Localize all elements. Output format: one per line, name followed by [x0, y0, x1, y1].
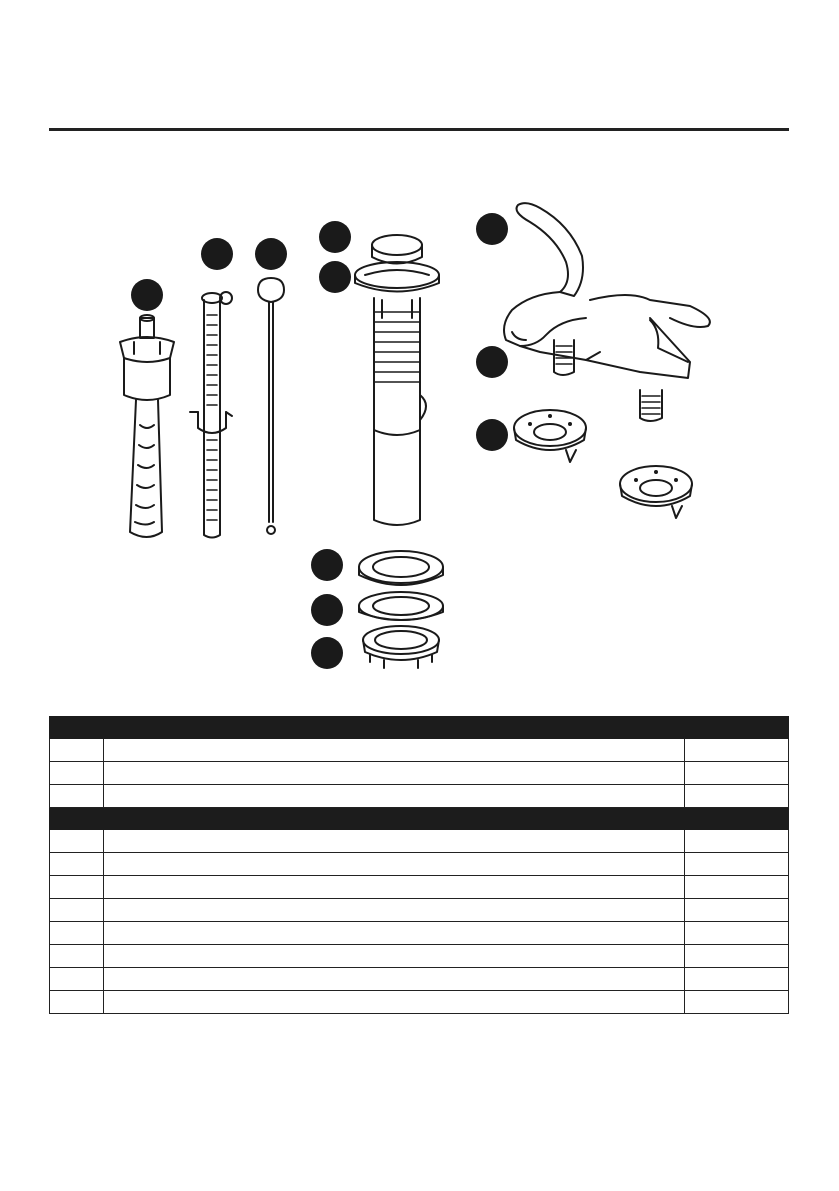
- header-description-cell: [104, 808, 685, 830]
- table-row: [50, 830, 789, 853]
- lift-strap-illustration: [190, 292, 232, 538]
- drain-assembly-illustration: [355, 235, 439, 525]
- row-part-cell: [685, 785, 789, 808]
- row-description-cell: [104, 739, 685, 762]
- callout-markers: [131, 213, 508, 669]
- base-gasket-illustration: [514, 410, 692, 518]
- row-number-cell: [50, 922, 104, 945]
- table-row: [50, 785, 789, 808]
- row-number-cell: [50, 853, 104, 876]
- row-part-cell: [685, 968, 789, 991]
- row-number-cell: [50, 830, 104, 853]
- callout-circle-pivot-rod: [255, 238, 287, 270]
- table-row: [50, 876, 789, 899]
- table-group-header: [50, 808, 789, 830]
- row-description-cell: [104, 853, 685, 876]
- row-part-cell: [685, 762, 789, 785]
- drain-hardware-illustration: [359, 551, 443, 668]
- row-part-cell: [685, 899, 789, 922]
- callout-circle-gasket-set: [476, 419, 508, 451]
- callout-circle-faucet: [476, 213, 508, 245]
- row-description-cell: [104, 991, 685, 1014]
- table-row: [50, 968, 789, 991]
- row-part-cell: [685, 830, 789, 853]
- row-description-cell: [104, 922, 685, 945]
- table-row: [50, 853, 789, 876]
- row-description-cell: [104, 968, 685, 991]
- row-number-cell: [50, 785, 104, 808]
- lift-rod-bracket-illustration: [120, 315, 174, 537]
- callout-circle-friction-washer: [311, 594, 343, 626]
- row-number-cell: [50, 899, 104, 922]
- callout-circle-lift-rod-bracket: [131, 279, 163, 311]
- faucet-illustration: [504, 203, 710, 421]
- row-part-cell: [685, 991, 789, 1014]
- row-number-cell: [50, 968, 104, 991]
- row-number-cell: [50, 991, 104, 1014]
- header-description-cell: [104, 717, 685, 739]
- table-row: [50, 945, 789, 968]
- row-number-cell: [50, 762, 104, 785]
- row-number-cell: [50, 876, 104, 899]
- table-row: [50, 922, 789, 945]
- row-part-cell: [685, 922, 789, 945]
- callout-circle-stopper: [319, 221, 351, 253]
- callout-circle-drain-body: [319, 261, 351, 293]
- row-description-cell: [104, 899, 685, 922]
- row-description-cell: [104, 945, 685, 968]
- row-description-cell: [104, 762, 685, 785]
- row-part-cell: [685, 739, 789, 762]
- table-row: [50, 991, 789, 1014]
- header-number-cell: [50, 717, 104, 739]
- header-number-cell: [50, 808, 104, 830]
- row-part-cell: [685, 945, 789, 968]
- table-row: [50, 739, 789, 762]
- row-description-cell: [104, 830, 685, 853]
- table-row: [50, 762, 789, 785]
- row-part-cell: [685, 876, 789, 899]
- callout-circle-drain-flange-gasket: [311, 549, 343, 581]
- header-part-cell: [685, 808, 789, 830]
- row-description-cell: [104, 785, 685, 808]
- table-row: [50, 899, 789, 922]
- callout-circle-lift-strap: [201, 238, 233, 270]
- callout-circle-supply-shanks: [476, 346, 508, 378]
- table-group-header: [50, 717, 789, 739]
- row-number-cell: [50, 945, 104, 968]
- row-part-cell: [685, 853, 789, 876]
- row-description-cell: [104, 876, 685, 899]
- row-number-cell: [50, 739, 104, 762]
- callout-circle-locknut: [311, 637, 343, 669]
- header-part-cell: [685, 717, 789, 739]
- parts-table: [49, 716, 789, 1014]
- pivot-rod-illustration: [258, 278, 284, 534]
